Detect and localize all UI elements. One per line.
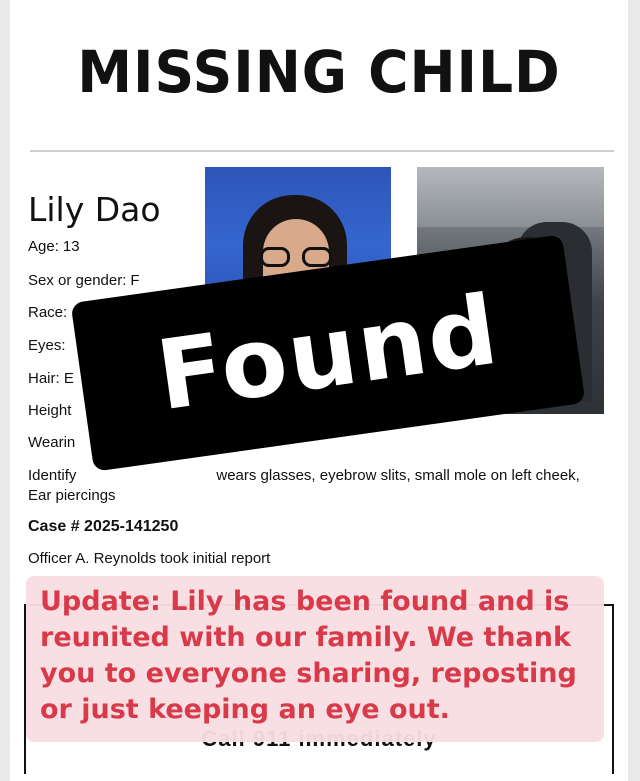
officer-note: Officer A. Reynolds took initial report [28,550,271,567]
child-name: Lily Dao [28,190,161,229]
update-text: Update: Lily has been found and is reunited with our family. We thank you to everyone sharing, reposting or just keeping an eye out. [40,586,577,725]
field-identifying [28,466,588,506]
field-sex [28,272,140,289]
field-eyes-label: Eyes: [28,337,66,354]
field-height [28,402,75,419]
found-stamp-text: Found [150,273,506,433]
field-identifying-label: Identify [28,467,77,484]
field-hair-label: Hair: E [28,370,74,387]
field-sex-value: F [130,272,140,289]
field-race-label: Race: [28,304,68,321]
field-age [28,238,80,255]
field-height-label: Height [28,402,72,419]
field-eyes [28,337,70,354]
field-race [28,304,71,321]
field-identifying-value: wears glasses, eyebrow slits, small mole on left cheek, Ear piercings [28,467,580,504]
field-age-value: 13 [62,238,80,255]
case-number: Case # 2025-141250 [28,518,179,535]
field-sex-label: Sex or gender: [28,272,127,289]
headline-divider [30,150,614,152]
field-wearing [28,434,79,451]
field-age-label: Age: [28,238,59,255]
update-banner [26,576,604,742]
field-hair [28,370,78,387]
field-wearing-label: Wearin [28,434,76,451]
poster-headline: MISSING CHILD [77,38,561,106]
